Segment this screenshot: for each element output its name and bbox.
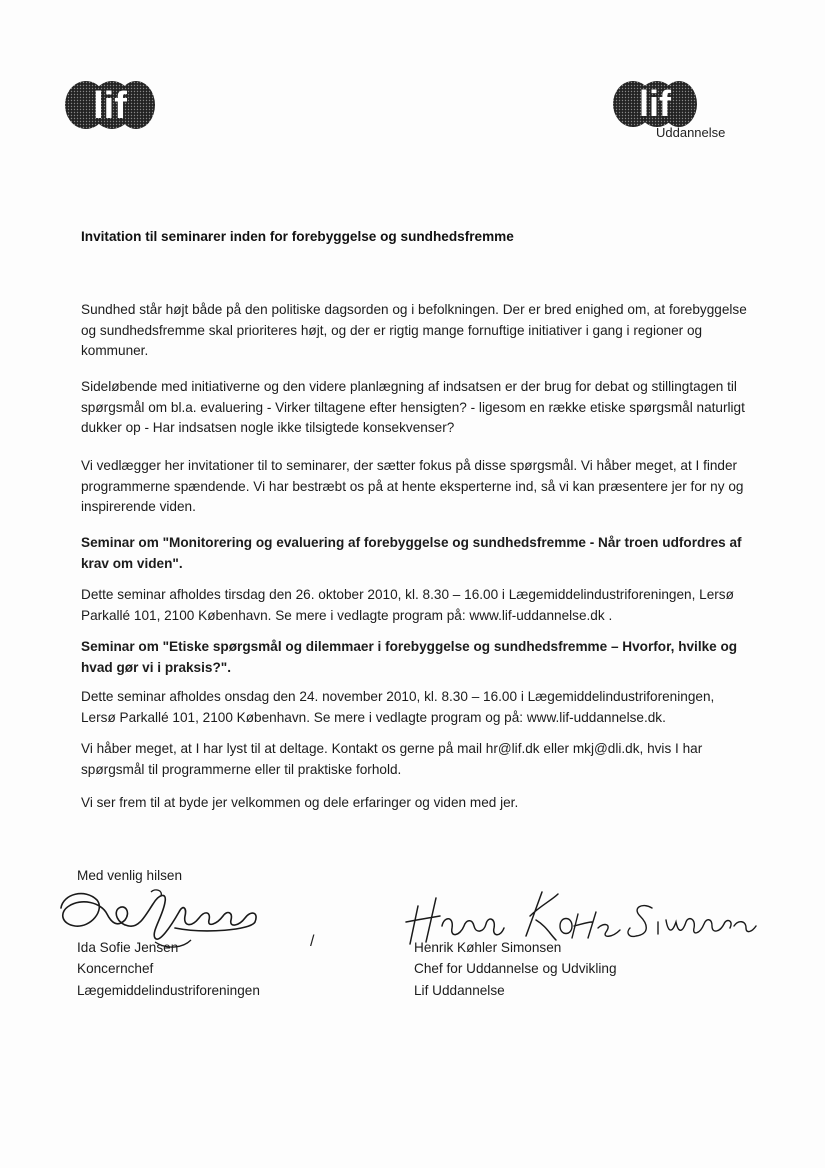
greeting: Med venlig hilsen: [77, 868, 183, 883]
paragraph-context: Sideløbende med initiativerne og den videre planlægning af indsatsen er der brug for debat og stillingtagen til spørgsmål om bl.a. evaluering - Virker tiltagene efter hensigten? - ligesom en række etiske spørgsmål naturligt dukker op - Har indsatsen nogle ikke tilsigtede konsekvenser?: [81, 379, 745, 435]
right-signer-org: Lif Uddannelse: [414, 983, 505, 998]
logo-right-text: lif: [639, 83, 671, 124]
seminar2-heading: Seminar om "Etiske spørgsmål og dilemmaer i forebyggelse og sundhedsfremme – Hvorfor, hvilke og hvad gør vi i praksis?".: [81, 639, 738, 675]
signature-separator: /: [310, 933, 315, 950]
paragraph-intro: Sundhed står højt både på den politiske dagsorden og i befolkningen. Der er bred enighed om, at forebyggelse og sundhedsfremme skal prioriteres højt, og der er rigtig mange fornuftige initiativer i gang i regioner og kommuner.: [81, 302, 747, 358]
seminar2-details: Dette seminar afholdes onsdag den 24. november 2010, kl. 8.30 – 16.00 i Lægemiddelindustriforeningen, Lersø Parkallé 101, 2100 København. Se mere i vedlagte program og på: www.lif-uddannelse.dk.: [81, 689, 715, 725]
lif-logo-right: [612, 78, 698, 130]
seminar1-details: Dette seminar afholdes tirsdag den 26. oktober 2010, kl. 8.30 – 16.00 i Lægemiddelindustriforeningen, Lersø Parkallé 101, 2100 København. Se mere i vedlagte program på: www.lif-uddannelse.dk .: [81, 587, 734, 623]
paragraph-contact: Vi håber meget, at I har lyst til at deltage. Kontakt os gerne på mail hr@lif.dk eller mkj@dli.dk, hvis I har spørgsmål til programmerne eller til praktiske forhold.: [81, 741, 703, 777]
paragraph-closing: Vi ser frem til at byde jer velkommen og dele erfaringer og viden med jer.: [81, 795, 519, 810]
right-signer-role: Chef for Uddannelse og Udvikling: [414, 961, 617, 976]
logo-left-text: lif: [93, 85, 127, 127]
paragraph-invitation: Vi vedlægger her invitationer til to seminarer, der sætter fokus på disse spørgsmål. Vi håber meget, at I finder programmerne spændende. Vi har bestræbt os på at hente eksperterne ind, så vi kan præsentere jer for ny og inspirerende viden.: [81, 458, 744, 514]
lif-logo-left: [64, 78, 156, 132]
right-signer-name: Henrik Køhler Simonsen: [414, 940, 562, 955]
logo-subtitle: Uddannelse: [656, 125, 726, 140]
left-signer-role: Koncernchef: [77, 961, 154, 976]
left-signer-name: Ida Sofie Jensen: [77, 940, 179, 955]
left-signer-org: Lægemiddelindustriforeningen: [77, 983, 260, 998]
letter-title: Invitation til seminarer inden for forebyggelse og sundhedsfremme: [81, 229, 514, 244]
seminar1-heading: Seminar om "Monitorering og evaluering af forebyggelse og sundhedsfremme - Når troen udfordres af krav om viden".: [81, 535, 742, 571]
